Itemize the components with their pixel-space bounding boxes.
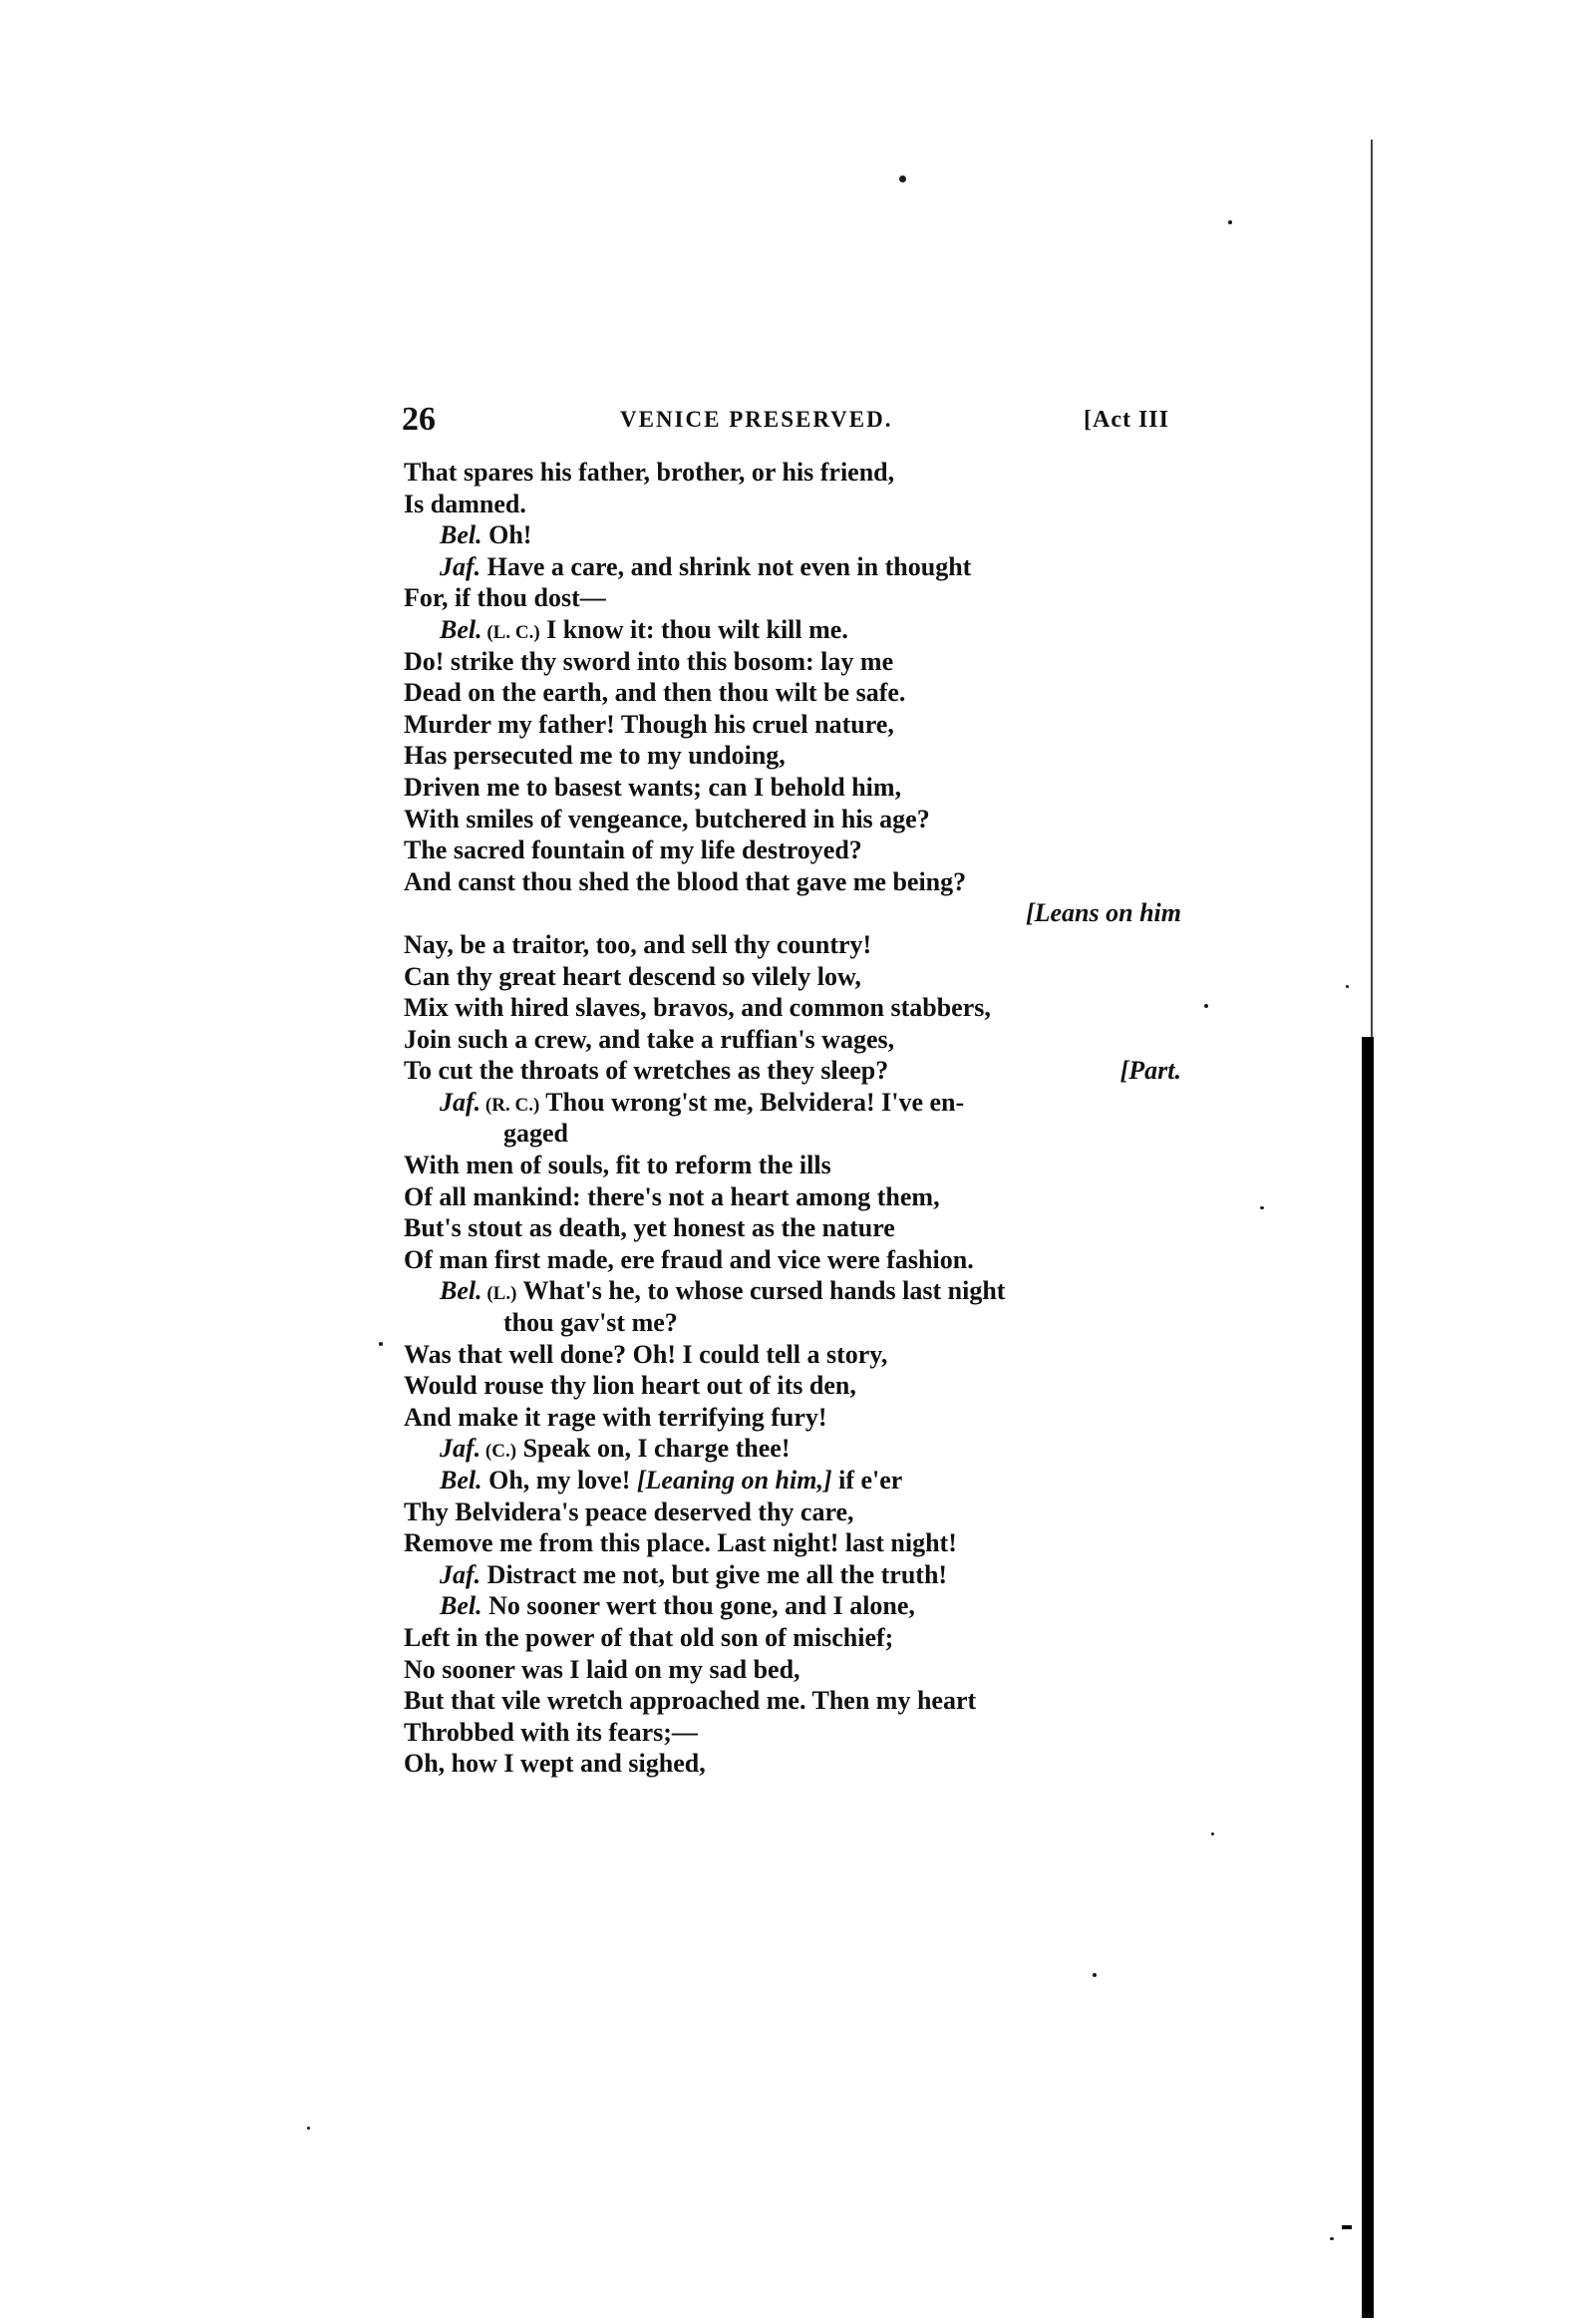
verse-line: Thy Belvidera's peace deserved thy care,: [404, 1496, 854, 1526]
scan-speck: [1204, 1004, 1208, 1008]
scan-speck: [307, 2127, 310, 2130]
verse-line: Mix with hired slaves, bravos, and common stabbers,: [404, 993, 991, 1023]
scan-speck: [899, 175, 906, 182]
act-label: [Act III: [1084, 407, 1169, 433]
speaker-name: Bel.: [440, 1276, 482, 1306]
verse-line: Can thy great heart descend so vilely low,: [404, 961, 861, 991]
verse-line: And canst thou shed the blood that gave me being?: [404, 866, 967, 896]
verse-line: Remove me from this place. Last night! last night!: [404, 1528, 957, 1558]
speaker-name: Bel.: [440, 1591, 482, 1621]
speaker-name: Jaf.: [440, 1559, 481, 1589]
speech-line: Bel. (L.) What's he, to whose cursed hands last night: [440, 1276, 1006, 1306]
verse-line: Is damned.: [404, 489, 526, 518]
verse-line: Would rouse thy lion heart out of its den,: [404, 1371, 856, 1401]
stage-direction: [Leans on him: [1025, 898, 1181, 928]
speaker-name: Jaf.: [440, 1087, 481, 1117]
verse-line: That spares his father, brother, or his friend,: [404, 458, 895, 487]
stage-position: (L.): [481, 1283, 517, 1305]
verse-line: For, if thou dost—: [404, 583, 606, 613]
verse-line: Throbbed with its fears;—: [404, 1717, 698, 1747]
stage-position: (R. C.): [480, 1094, 540, 1116]
verse-line: The sacred fountain of my life destroyed?: [404, 835, 862, 865]
verse-line: To cut the throats of wretches as they sleep? [Part.: [404, 1056, 1181, 1086]
speech-line: Jaf. Have a care, and shrink not even in thought: [440, 551, 972, 581]
verse-line: Of man first made, ere fraud and vice were fashion.: [404, 1244, 974, 1274]
scan-speck: [1346, 985, 1349, 988]
verse-line: Join such a crew, and take a ruffian's wages,: [404, 1024, 895, 1054]
verse-line: Left in the power of that old son of mischief;: [404, 1622, 894, 1652]
verse-line: gaged: [503, 1119, 568, 1149]
speech-line: Bel. (L. C.) I know it: thou wilt kill me.: [440, 614, 848, 644]
verse-line: Of all mankind: there's not a heart among them,: [404, 1181, 940, 1211]
speech-line: Jaf. (R. C.) Thou wrong'st me, Belvidera! I've en-: [440, 1087, 965, 1117]
verse-line: And make it rage with terrifying fury!: [404, 1402, 827, 1432]
verse-line: Has persecuted me to my undoing,: [404, 741, 786, 771]
speaker-name: Bel.: [440, 1466, 482, 1494]
speech-line: Jaf. (C.) Speak on, I charge thee!: [440, 1434, 791, 1464]
running-header: [402, 399, 1169, 443]
verse-line: But that vile wretch approached me. Then my heart: [404, 1686, 977, 1716]
speech-line: Bel. Oh!: [440, 520, 532, 550]
binding-edge-bar: [1362, 1037, 1374, 2318]
verse-line: thou gav'st me?: [503, 1308, 678, 1338]
verse-line: Do! strike thy sword into this bosom: lay me: [404, 646, 894, 676]
verse-line: Driven me to basest wants; can I behold him,: [404, 772, 902, 802]
verse-line: Nay, be a traitor, too, and sell thy country!: [404, 929, 872, 959]
speech-line: Bel. Oh, my love! [Leaning on him,] if e'er: [440, 1466, 903, 1494]
binding-edge-line: [1371, 140, 1373, 1037]
page-number: 26: [402, 401, 436, 438]
verse-line: Was that well done? Oh! I could tell a story,: [404, 1339, 888, 1369]
speaker-name: Jaf.: [440, 551, 481, 581]
scan-speck: [1211, 1832, 1214, 1835]
stage-direction: [Part.: [1119, 1056, 1181, 1086]
scan-speck: [1330, 2237, 1334, 2240]
scan-speck: [1260, 1206, 1264, 1209]
speech-line: Jaf. Distract me not, but give me all the truth!: [440, 1559, 948, 1589]
scan-speck: [1093, 1973, 1097, 1977]
stage-position: (C.): [480, 1441, 517, 1463]
stage-position: (L. C.): [481, 621, 540, 643]
scan-speck: [379, 1342, 383, 1346]
binding-edge-mark: [1342, 2225, 1352, 2229]
speaker-name: Bel.: [440, 614, 482, 644]
verse-line: With men of souls, fit to reform the ills: [404, 1151, 831, 1180]
play-text: [404, 457, 1181, 1780]
stage-direction: [Leaning on him,]: [636, 1466, 832, 1494]
speaker-name: Bel.: [440, 520, 482, 550]
verse-line: Dead on the earth, and then thou wilt be safe.: [404, 678, 906, 708]
verse-line: But's stout as death, yet honest as the nature: [404, 1213, 895, 1243]
speaker-name: Jaf.: [440, 1434, 481, 1464]
verse-line: No sooner was I laid on my sad bed,: [404, 1654, 800, 1684]
speech-line: Bel. No sooner wert thou gone, and I alone,: [440, 1591, 915, 1621]
running-title: VENICE PRESERVED.: [620, 407, 893, 432]
verse-line: With smiles of vengeance, butchered in his age?: [404, 804, 930, 833]
verse-line: Murder my father! Though his cruel nature,: [404, 709, 894, 739]
scan-speck: [1228, 220, 1232, 224]
verse-line: Oh, how I wept and sighed,: [404, 1749, 706, 1779]
